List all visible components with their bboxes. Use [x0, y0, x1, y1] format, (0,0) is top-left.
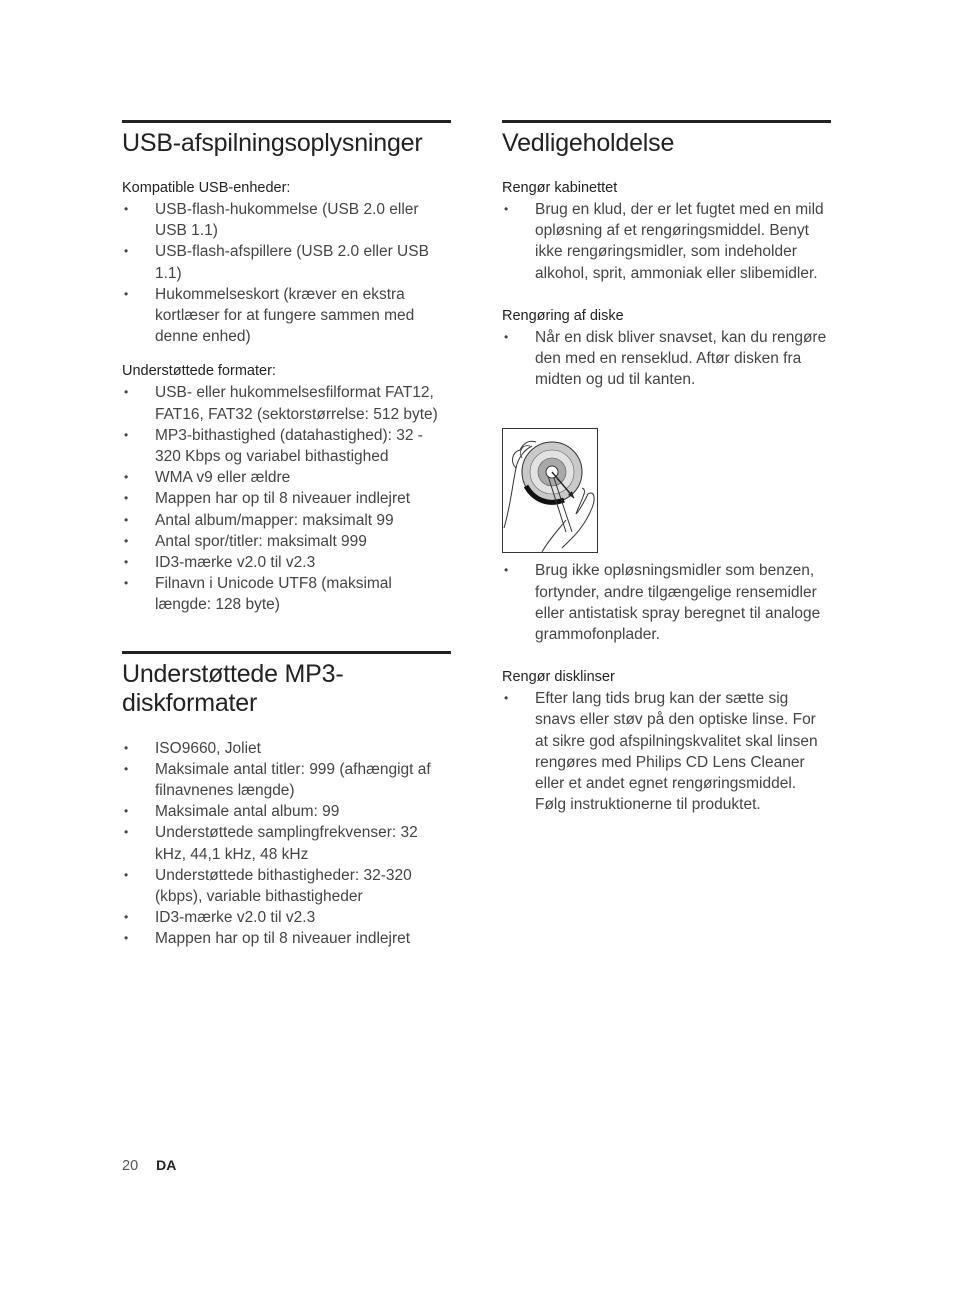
list-item: • ID3-mærke v2.0 til v2.3 — [122, 907, 451, 928]
list-item: • Mappen har op til 8 niveauer indlejret — [122, 488, 451, 509]
list-item: • ID3-mærke v2.0 til v2.3 — [122, 552, 451, 573]
page-footer — [122, 1157, 176, 1174]
disc-cleaning-illustration — [502, 428, 602, 556]
list-item: • ISO9660, Joliet — [122, 738, 451, 759]
list-item: • Mappen har op til 8 niveauer indlejret — [122, 928, 451, 949]
mp3-heading-line2: diskformater — [122, 688, 258, 717]
list-item: • Antal album/mapper: maksimalt 99 — [122, 510, 451, 531]
discs-label: Rengøring af diske — [502, 307, 624, 324]
discs-list — [502, 327, 831, 391]
maintenance-heading: Vedligeholdelse — [502, 129, 675, 157]
mp3-heading — [122, 660, 451, 718]
list-item: • WMA v9 eller ældre — [122, 467, 451, 488]
list-item: • MP3-bithastighed (datahastighed): 32 - 320 Kbps og variabel bithastighed — [122, 425, 451, 467]
left-column — [122, 120, 451, 950]
mp3-list — [122, 738, 451, 950]
list-item: • USB-flash-hukommelse (USB 2.0 eller USB 1.1) — [122, 199, 451, 241]
section-rule — [122, 651, 451, 654]
right-column — [502, 120, 831, 815]
list-item: • Understøttede bithastigheder: 32-320 (kbps), variable bithastigheder — [122, 865, 451, 907]
list-item: • USB-flash-afspillere (USB 2.0 eller USB 1.1) — [122, 241, 451, 283]
page-number: 20 — [122, 1158, 139, 1174]
section-rule — [502, 120, 831, 123]
list-item: • Filnavn i Unicode UTF8 (maksimal længde: 128 byte) — [122, 573, 451, 615]
section-rule — [122, 120, 451, 123]
mp3-heading-line1: Understøttede MP3- — [122, 659, 344, 688]
lens-list — [502, 688, 831, 815]
cabinet-label: Rengør kabinettet — [502, 180, 618, 196]
lens-label: Rengør disklinser — [502, 669, 615, 686]
compatible-list — [122, 199, 451, 347]
list-item: • Maksimale antal album: 99 — [122, 801, 451, 822]
usb-heading: USB-afspilningsoplysninger — [122, 129, 423, 157]
language-code: DA — [156, 1157, 177, 1173]
list-item: • Brug ikke opløsningsmidler som benzen, fortynder, andre tilgængelige rensemidler eller antistatisk spray beregnet til analoge grammofonplader. — [502, 560, 831, 645]
list-item: • Hukommelseskort (kræver en ekstra kortlæser for at fungere sammen med denne enhed) — [122, 284, 451, 348]
list-item: • Brug en klud, der er let fugtet med en mild opløsning af et rengøringsmiddel. Benyt ikke rengøringsmidler, som indeholder alkohol, sprit, ammoniak eller slibemidler. — [502, 199, 831, 284]
discs-list-after — [502, 560, 831, 645]
formats-label: Understøttede formater: — [122, 363, 276, 380]
list-item: • Understøttede samplingfrekvenser: 32 kHz, 44,1 kHz, 48 kHz — [122, 822, 451, 864]
list-item: • USB- eller hukommelsesfilformat FAT12, FAT16, FAT32 (sektorstørrelse: 512 byte) — [122, 382, 451, 424]
list-item: • Efter lang tids brug kan der sætte sig snavs eller støv på den optiske linse. For at sikre god afspilningskvalitet skal linsen rengøres med Philips CD Lens Cleaner eller et andet egnet rengøringsmiddel. Følg instruktionerne til produktet. — [502, 688, 831, 815]
cabinet-list — [502, 199, 831, 284]
list-item: • Maksimale antal titler: 999 (afhængigt af filnavnenes længde) — [122, 759, 451, 801]
list-item: • Antal spor/titler: maksimalt 999 — [122, 531, 451, 552]
formats-list — [122, 382, 451, 615]
compatible-label: Kompatible USB-enheder: — [122, 180, 291, 196]
list-item: • Når en disk bliver snavset, kan du rengøre den med en renseklud. Aftør disken fra midten og ud til kanten. — [502, 327, 831, 391]
